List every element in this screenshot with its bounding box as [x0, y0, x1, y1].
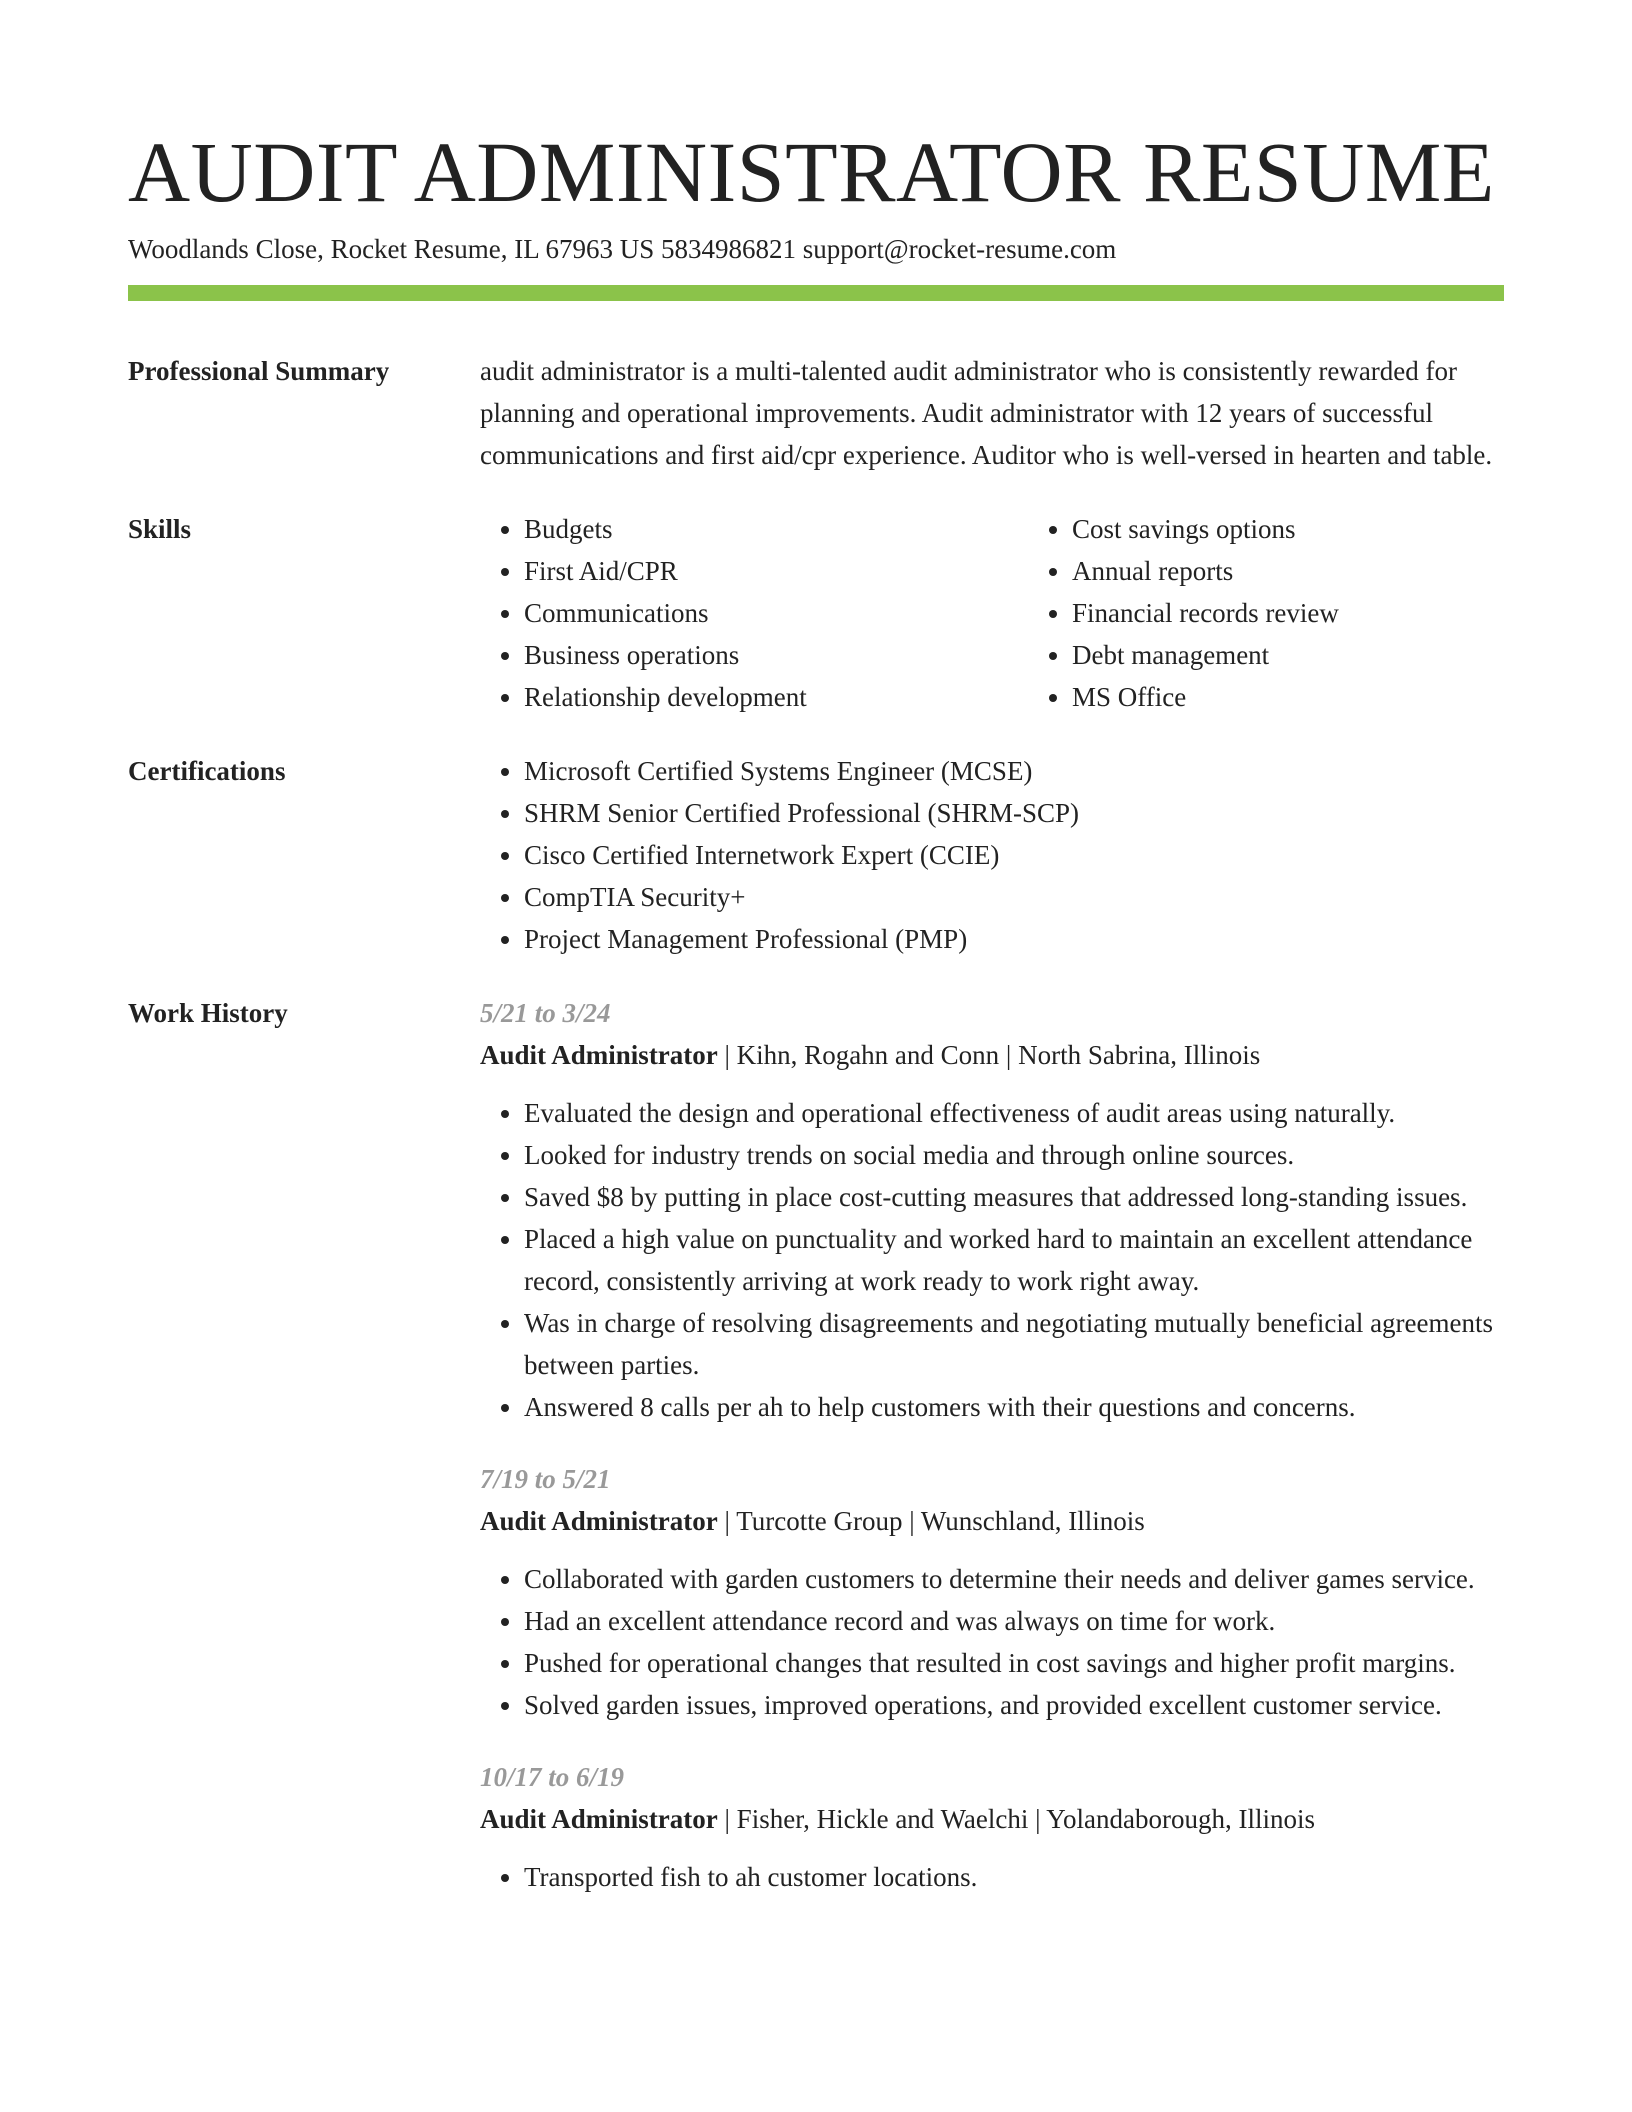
job-details: | Turcotte Group | Wunschland, Illinois [717, 1506, 1145, 1536]
job-title: Audit Administrator [480, 1804, 718, 1834]
job-details: | Fisher, Hickle and Waelchi | Yolandaborough, Illinois [717, 1804, 1316, 1834]
job-entry [480, 1458, 1504, 1726]
certification-item: • Microsoft Certified Systems Engineer (MCSE) [524, 750, 1504, 792]
job-bullet: • Was in charge of resolving disagreements and negotiating mutually beneficial agreements between parties. [524, 1302, 1504, 1386]
certification-item: • Cisco Certified Internetwork Expert (CCIE) [524, 834, 1504, 876]
certifications-body [480, 750, 1504, 960]
contact-address: Woodlands Close, Rocket Resume, IL 67963 US [128, 234, 655, 264]
job-dates: 10/17 to 6/19 [480, 1762, 625, 1792]
job-bullets [480, 1558, 1504, 1726]
section-label-certifications: Certifications [128, 756, 286, 786]
skill-item: • Annual reports [1072, 550, 1576, 592]
contact-email: support@rocket-resume.com [802, 234, 1117, 264]
job-entry [480, 1756, 1504, 1898]
skill-item: • First Aid/CPR [524, 550, 1028, 592]
job-bullet: • Saved $8 by putting in place cost-cutting measures that addressed long-standing issues. [524, 1176, 1504, 1218]
job-heading [480, 1798, 1504, 1840]
section-certifications [128, 750, 1504, 960]
job-bullet: • Had an excellent attendance record and was always on time for work. [524, 1600, 1504, 1642]
contact-line [128, 231, 1116, 267]
section-skills [128, 508, 1504, 718]
job-dates: 5/21 to 3/24 [480, 998, 611, 1028]
job-bullet: • Looked for industry trends on social media and through online sources. [524, 1134, 1504, 1176]
section-work-history [128, 992, 1504, 1928]
skill-item: • Debt management [1072, 634, 1576, 676]
page-title: AUDIT ADMINISTRATOR RESUME [128, 124, 1495, 220]
skill-item: • Business operations [524, 634, 1028, 676]
skill-item: • Communications [524, 592, 1028, 634]
job-dates: 7/19 to 5/21 [480, 1464, 611, 1494]
skill-item: • Budgets [524, 508, 1028, 550]
accent-divider [128, 285, 1504, 301]
work-history-body [480, 992, 1504, 1928]
job-bullet: • Transported fish to ah customer locations. [524, 1856, 1504, 1898]
job-bullet: • Collaborated with garden customers to determine their needs and deliver games service. [524, 1558, 1504, 1600]
skill-item: • Financial records review [1072, 592, 1576, 634]
job-bullet: • Answered 8 calls per ah to help customers with their questions and concerns. [524, 1386, 1504, 1428]
resume-sections [128, 350, 1504, 1960]
skills-column-1 [480, 508, 1028, 718]
certification-item: • Project Management Professional (PMP) [524, 918, 1504, 960]
job-bullet: • Solved garden issues, improved operations, and provided excellent customer service. [524, 1684, 1504, 1726]
job-heading [480, 1500, 1504, 1542]
job-bullet: • Evaluated the design and operational effectiveness of audit areas using naturally. [524, 1092, 1504, 1134]
contact-phone: 5834986821 [661, 234, 797, 264]
skill-item: • Relationship development [524, 676, 1028, 718]
section-label-skills: Skills [128, 514, 192, 544]
skill-item: • MS Office [1072, 676, 1576, 718]
job-title: Audit Administrator [480, 1506, 718, 1536]
job-bullet: • Pushed for operational changes that resulted in cost savings and higher profit margins. [524, 1642, 1504, 1684]
job-bullets [480, 1856, 1504, 1898]
section-label-work-history: Work History [128, 998, 288, 1028]
summary-text: audit administrator is a multi-talented audit administrator who is consistently rewarded for planning and operational improvements. Audit administrator with 12 years of successful communications and first aid/cpr experience. Auditor who is well-versed in hearten and table. [480, 356, 1493, 470]
section-professional-summary [128, 350, 1504, 476]
certifications-list [480, 750, 1504, 960]
job-bullets [480, 1092, 1504, 1428]
summary-body [480, 350, 1504, 476]
skills-grid [480, 508, 1576, 718]
job-bullet: • Placed a high value on punctuality and worked hard to maintain an excellent attendance record, consistently arriving at work ready to work right away. [524, 1218, 1504, 1302]
certification-item: • CompTIA Security+ [524, 876, 1504, 918]
skills-column-2 [1028, 508, 1576, 718]
job-details: | Kihn, Rogahn and Conn | North Sabrina, Illinois [717, 1040, 1261, 1070]
job-entry [480, 992, 1504, 1428]
certification-item: • SHRM Senior Certified Professional (SHRM-SCP) [524, 792, 1504, 834]
section-label-summary: Professional Summary [128, 356, 390, 386]
job-heading [480, 1034, 1504, 1076]
skill-item: • Cost savings options [1072, 508, 1576, 550]
job-title: Audit Administrator [480, 1040, 718, 1070]
